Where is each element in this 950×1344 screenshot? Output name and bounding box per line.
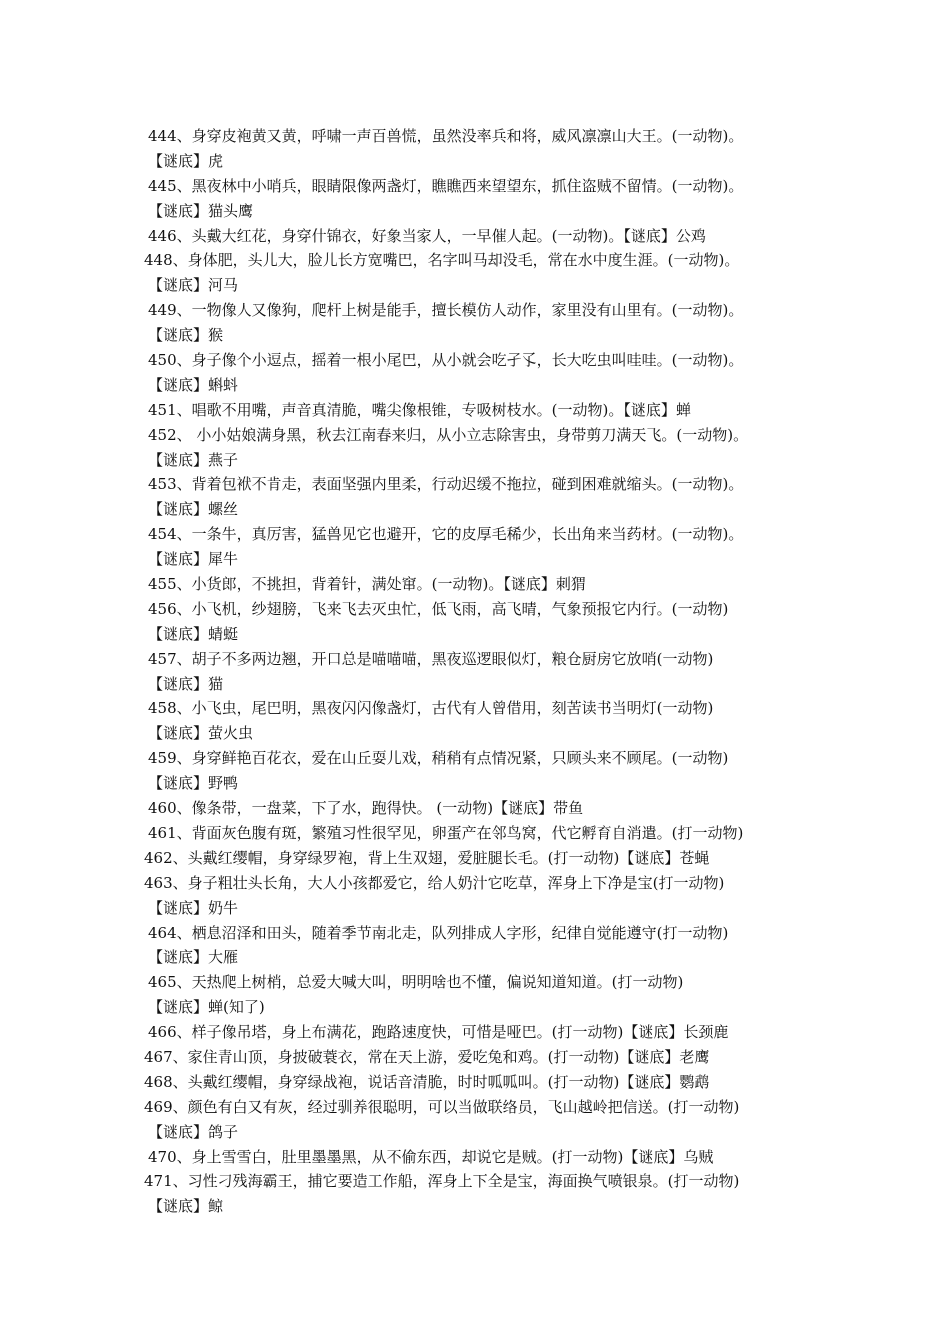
riddle-answer-line: 【谜底】野鸭 — [148, 774, 239, 793]
riddle-text-line: 449、一物像人又像狗，爬杆上树是能手，擅长模仿人动作，家里没有山里有。(一动物)。 — [148, 301, 744, 320]
riddle-text-line: 470、身上雪雪白，肚里墨墨黑，从不偷东西，却说它是贼。(打一动物)【谜底】乌贼 — [148, 1147, 714, 1166]
riddle-text-line: 448、身体肥，头儿大，脸儿长方宽嘴巴，名字叫马却没毛，常在水中度生涯。(一动物)。 — [144, 251, 740, 270]
riddle-text-line: 458、小飞虫，尾巴明，黑夜闪闪像盏灯，古代有人曾借用，刻苦读书当明灯(一动物) — [148, 699, 714, 718]
riddle-text-line: 451、唱歌不用嘴，声音真清脆，嘴尖像根锥，专吸树枝水。(一动物)。【谜底】蝉 — [148, 400, 691, 419]
riddle-text-line: 465、天热爬上树梢，总爱大喊大叫，明明啥也不懂，偏说知道知道。(打一动物) — [148, 973, 684, 992]
riddle-text-line: 460、像条带，一盘菜，下了水，跑得快。 (一动物)【谜底】带鱼 — [148, 799, 584, 818]
riddle-answer-line: 【谜底】鸽子 — [148, 1122, 239, 1141]
riddle-text-line: 462、头戴红缨帽，身穿绿罗袍，背上生双翅，爱脏腿长毛。(打一动物)【谜底】苍蝇 — [144, 848, 710, 867]
riddle-text-line: 446、头戴大红花，身穿什锦衣，好象当家人，一早催人起。(一动物)。【谜底】公鸡 — [148, 226, 706, 245]
riddle-text-line: 457、胡子不多两边翘，开口总是喵喵喵，黑夜巡逻眼似灯，粮仓厨房它放哨(一动物) — [148, 649, 714, 668]
riddle-text-line: 468、头戴红缨帽，身穿绿战袍，说话音清脆，时时呱呱叫。(打一动物)【谜底】鹦鹉 — [144, 1072, 710, 1091]
riddle-text-line: 459、身穿鲜艳百花衣，爱在山丘耍儿戏，稍稍有点情况紧，只顾头来不顾尾。(一动物) — [148, 749, 729, 768]
riddle-text-line: 454、一条牛，真厉害，猛兽见它也避开，它的皮厚毛稀少，长出角来当药材。(一动物)。 — [148, 525, 744, 544]
riddle-text-line: 444、身穿皮袍黄又黄，呼啸一声百兽慌，虽然没率兵和将，威风凛凛山大王。(一动物)。 — [148, 127, 744, 145]
riddle-answer-line: 【谜底】蜻蜓 — [148, 624, 239, 643]
riddle-answer-line: 【谜底】猴 — [148, 326, 224, 345]
riddle-answer-line: 【谜底】螺丝 — [148, 500, 239, 519]
riddle-answer-line: 【谜底】猫头鹰 — [148, 201, 254, 220]
riddle-text-line: 469、颜色有白又有灰，经过驯养很聪明，可以当做联络员，飞山越岭把信送。(打一动物) — [144, 1097, 740, 1116]
riddle-answer-line: 【谜底】猫 — [148, 674, 224, 693]
riddle-text-line: 450、身子像个小逗点，摇着一根小尾巴，从小就会吃孑孓，长大吃虫叫哇哇。(一动物)。 — [148, 351, 744, 370]
riddle-answer-line: 【谜底】犀牛 — [148, 550, 239, 569]
riddle-text-line: 452、 小小姑娘满身黑，秋去江南春来归，从小立志除害虫，身带剪刀满天飞。(一动物)。 — [148, 425, 749, 444]
riddle-answer-line: 【谜底】虎 — [148, 151, 224, 170]
riddle-text-line: 463、身子粗壮头长角，大人小孩都爱它，给人奶汁它吃草，浑身上下净是宝(打一动物) — [144, 873, 725, 892]
riddle-answer-line: 【谜底】燕子 — [148, 450, 239, 469]
riddle-answer-line: 【谜底】奶牛 — [148, 898, 239, 917]
riddle-answer-line: 【谜底】萤火虫 — [148, 724, 254, 743]
riddle-text-line: 456、小飞机，纱翅膀，飞来飞去灭虫忙，低飞雨，高飞晴，气象预报它内行。(一动物) — [148, 599, 729, 618]
riddle-answer-line: 【谜底】蝉(知了) — [148, 998, 265, 1017]
riddle-answer-line: 【谜底】鲸 — [148, 1197, 224, 1216]
riddle-text-line: 466、样子像吊塔，身上布满花，跑路速度快，可惜是哑巴。(打一动物)【谜底】长颈鹿 — [148, 1023, 729, 1042]
riddle-list — [144, 124, 828, 1219]
riddle-text-line: 461、背面灰色腹有斑，繁殖习性很罕见，卵蛋产在邻鸟窝，代它孵育自消遣。(打一动物) — [148, 823, 744, 842]
riddle-text-line: 453、背着包袱不肯走，表面坚强内里柔，行动迟缓不拖拉，碰到困难就缩头。(一动物)。 — [148, 475, 744, 494]
riddle-text-line: 464、栖息沼泽和田头，随着季节南北走，队列排成人字形，纪律自觉能遵守(打一动物) — [148, 923, 729, 942]
riddle-answer-line: 【谜底】蝌蚪 — [148, 375, 239, 394]
riddle-text-line: 467、家住青山顶，身披破蓑衣，常在天上游，爱吃兔和鸡。(打一动物)【谜底】老鹰 — [144, 1047, 710, 1066]
riddle-text-line: 455、小货郎，不挑担，背着针，满处窜。(一动物)。【谜底】刺猬 — [148, 575, 586, 594]
riddle-answer-line: 【谜底】大雁 — [148, 948, 239, 967]
riddle-text-line: 445、黑夜林中小哨兵，眼睛限像两盏灯，瞧瞧西来望望东，抓住盗贼不留情。(一动物)。 — [148, 176, 744, 195]
riddle-answer-line: 【谜底】河马 — [148, 276, 239, 295]
riddle-text-line: 471、习性刁残海霸王，捕它要造工作船，浑身上下全是宝，海面换气喷银泉。(打一动物) — [144, 1172, 740, 1191]
